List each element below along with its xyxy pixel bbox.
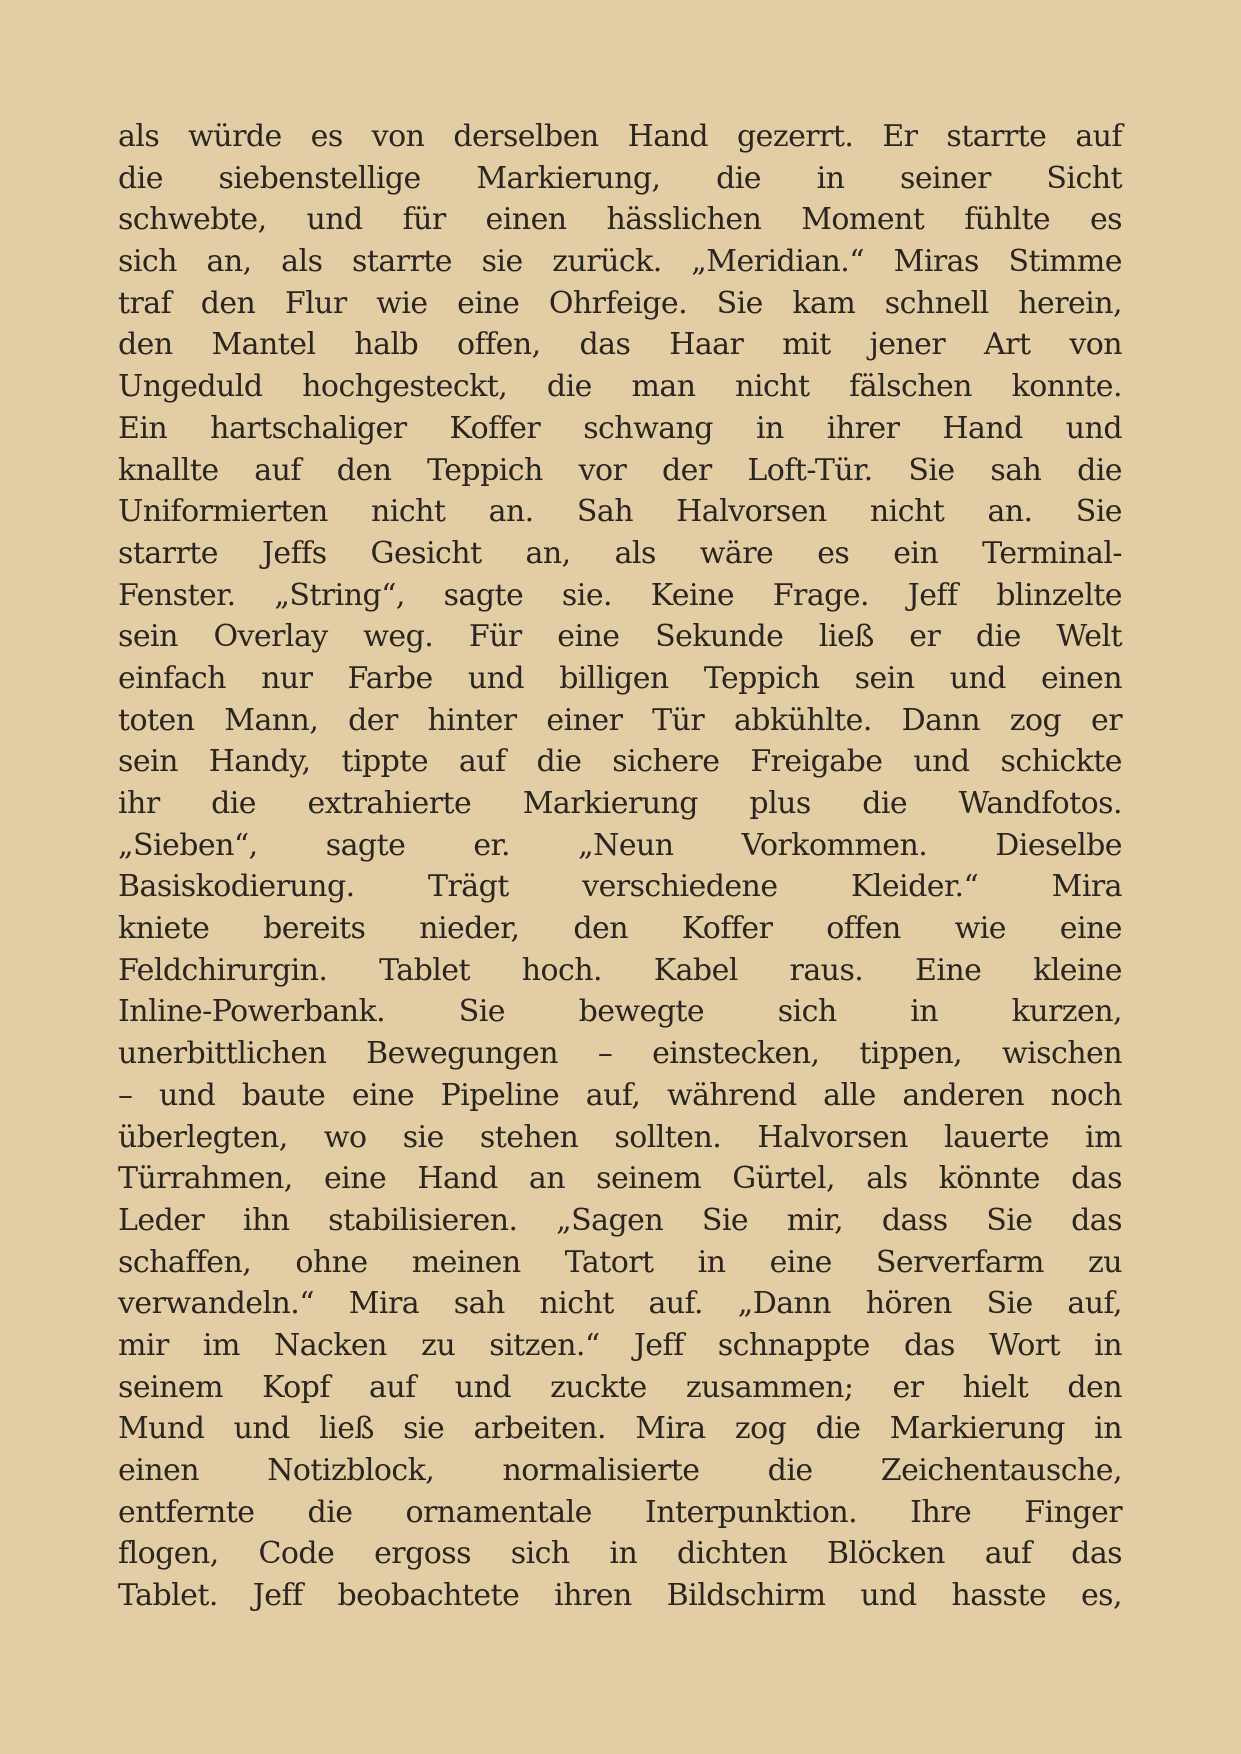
text-line-9: knallte auf den Teppich vor der Loft-Tür. Sie sah die xyxy=(118,452,1122,488)
text-line-2: die siebenstellige Markierung, die in seiner Sicht xyxy=(118,160,1122,196)
text-line-12: Fenster. „String“, sagte sie. Keine Frage. Jeff blinzelte xyxy=(118,577,1122,613)
text-line-33: einen Notizblock, normalisierte die Zeichentausche, xyxy=(118,1453,1122,1488)
text-line-19: Basiskodierung. Trägt verschiedene Kleider.“ Mira xyxy=(118,869,1122,905)
text-line-26: Türrahmen, eine Hand an seinem Gürtel, als könnte das xyxy=(118,1161,1122,1197)
text-line-13: sein Overlay weg. Für eine Sekunde ließ er die Welt xyxy=(118,619,1122,655)
text-line-34: entfernte die ornamentale Interpunktion. Ihre Finger xyxy=(118,1494,1122,1530)
text-line-20: kniete bereits nieder, den Koffer offen wie eine xyxy=(118,911,1122,947)
text-line-24: – und baute eine Pipeline auf, während alle anderen noch xyxy=(118,1077,1122,1113)
text-line-28: schaffen, ohne meinen Tatort in eine Serverfarm zu xyxy=(118,1244,1122,1280)
text-line-5: traf den Flur wie eine Ohrfeige. Sie kam schnell herein, xyxy=(118,285,1122,321)
text-line-18: „Sieben“, sagte er. „Neun Vorkommen. Dieselbe xyxy=(118,827,1122,863)
text-line-31: seinem Kopf auf und zuckte zusammen; er hielt den xyxy=(118,1369,1122,1405)
text-line-16: sein Handy, tippte auf die sichere Freigabe und schickte xyxy=(118,744,1122,780)
text-line-4: sich an, als starrte sie zurück. „Meridian.“ Miras Stimme xyxy=(118,244,1122,280)
text-line-25: überlegten, wo sie stehen sollten. Halvorsen lauerte im xyxy=(118,1119,1122,1155)
text-line-17: ihr die extrahierte Markierung plus die Wandfotos. xyxy=(118,786,1122,821)
text-line-10: Uniformierten nicht an. Sah Halvorsen nicht an. Sie xyxy=(118,494,1122,530)
text-line-27: Leder ihn stabilisieren. „Sagen Sie mir, dass Sie das xyxy=(118,1202,1122,1238)
text-line-3: schwebte, und für einen hässlichen Moment fühlte es xyxy=(118,202,1122,238)
text-line-29: verwandeln.“ Mira sah nicht auf. „Dann hören Sie auf, xyxy=(118,1286,1122,1322)
text-line-15: toten Mann, der hinter einer Tür abkühlte. Dann zog er xyxy=(118,702,1122,738)
text-line-22: Inline-Powerbank. Sie bewegte sich in kurzen, xyxy=(118,994,1122,1030)
text-line-14: einfach nur Farbe und billigen Teppich sein und einen xyxy=(118,660,1122,696)
text-line-7: Ungeduld hochgesteckt, die man nicht fälschen konnte. xyxy=(118,369,1122,405)
text-line-35: flogen, Code ergoss sich in dichten Blöcken auf das xyxy=(118,1536,1122,1572)
text-line-11: starrte Jeffs Gesicht an, als wäre es ein Terminal- xyxy=(118,535,1122,571)
text-line-8: Ein hartschaliger Koffer schwang in ihrer Hand und xyxy=(118,410,1122,446)
text-line-32: Mund und ließ sie arbeiten. Mira zog die Markierung in xyxy=(118,1411,1122,1447)
text-line-23: unerbittlichen Bewegungen – einstecken, tippen, wischen xyxy=(118,1036,1122,1072)
text-line-30: mir im Nacken zu sitzen.“ Jeff schnappte das Wort in xyxy=(118,1327,1122,1363)
text-line-1: als würde es von derselben Hand gezerrt. Er starrte auf xyxy=(118,119,1122,154)
body-text xyxy=(118,116,1122,1617)
text-line-36: Tablet. Jeff beobachtete ihren Bildschirm und hasste es, xyxy=(118,1578,1122,1614)
text-line-21: Feldchirurgin. Tablet hoch. Kabel raus. Eine kleine xyxy=(118,952,1122,988)
text-line-6: den Mantel halb offen, das Haar mit jener Art von xyxy=(118,327,1122,363)
